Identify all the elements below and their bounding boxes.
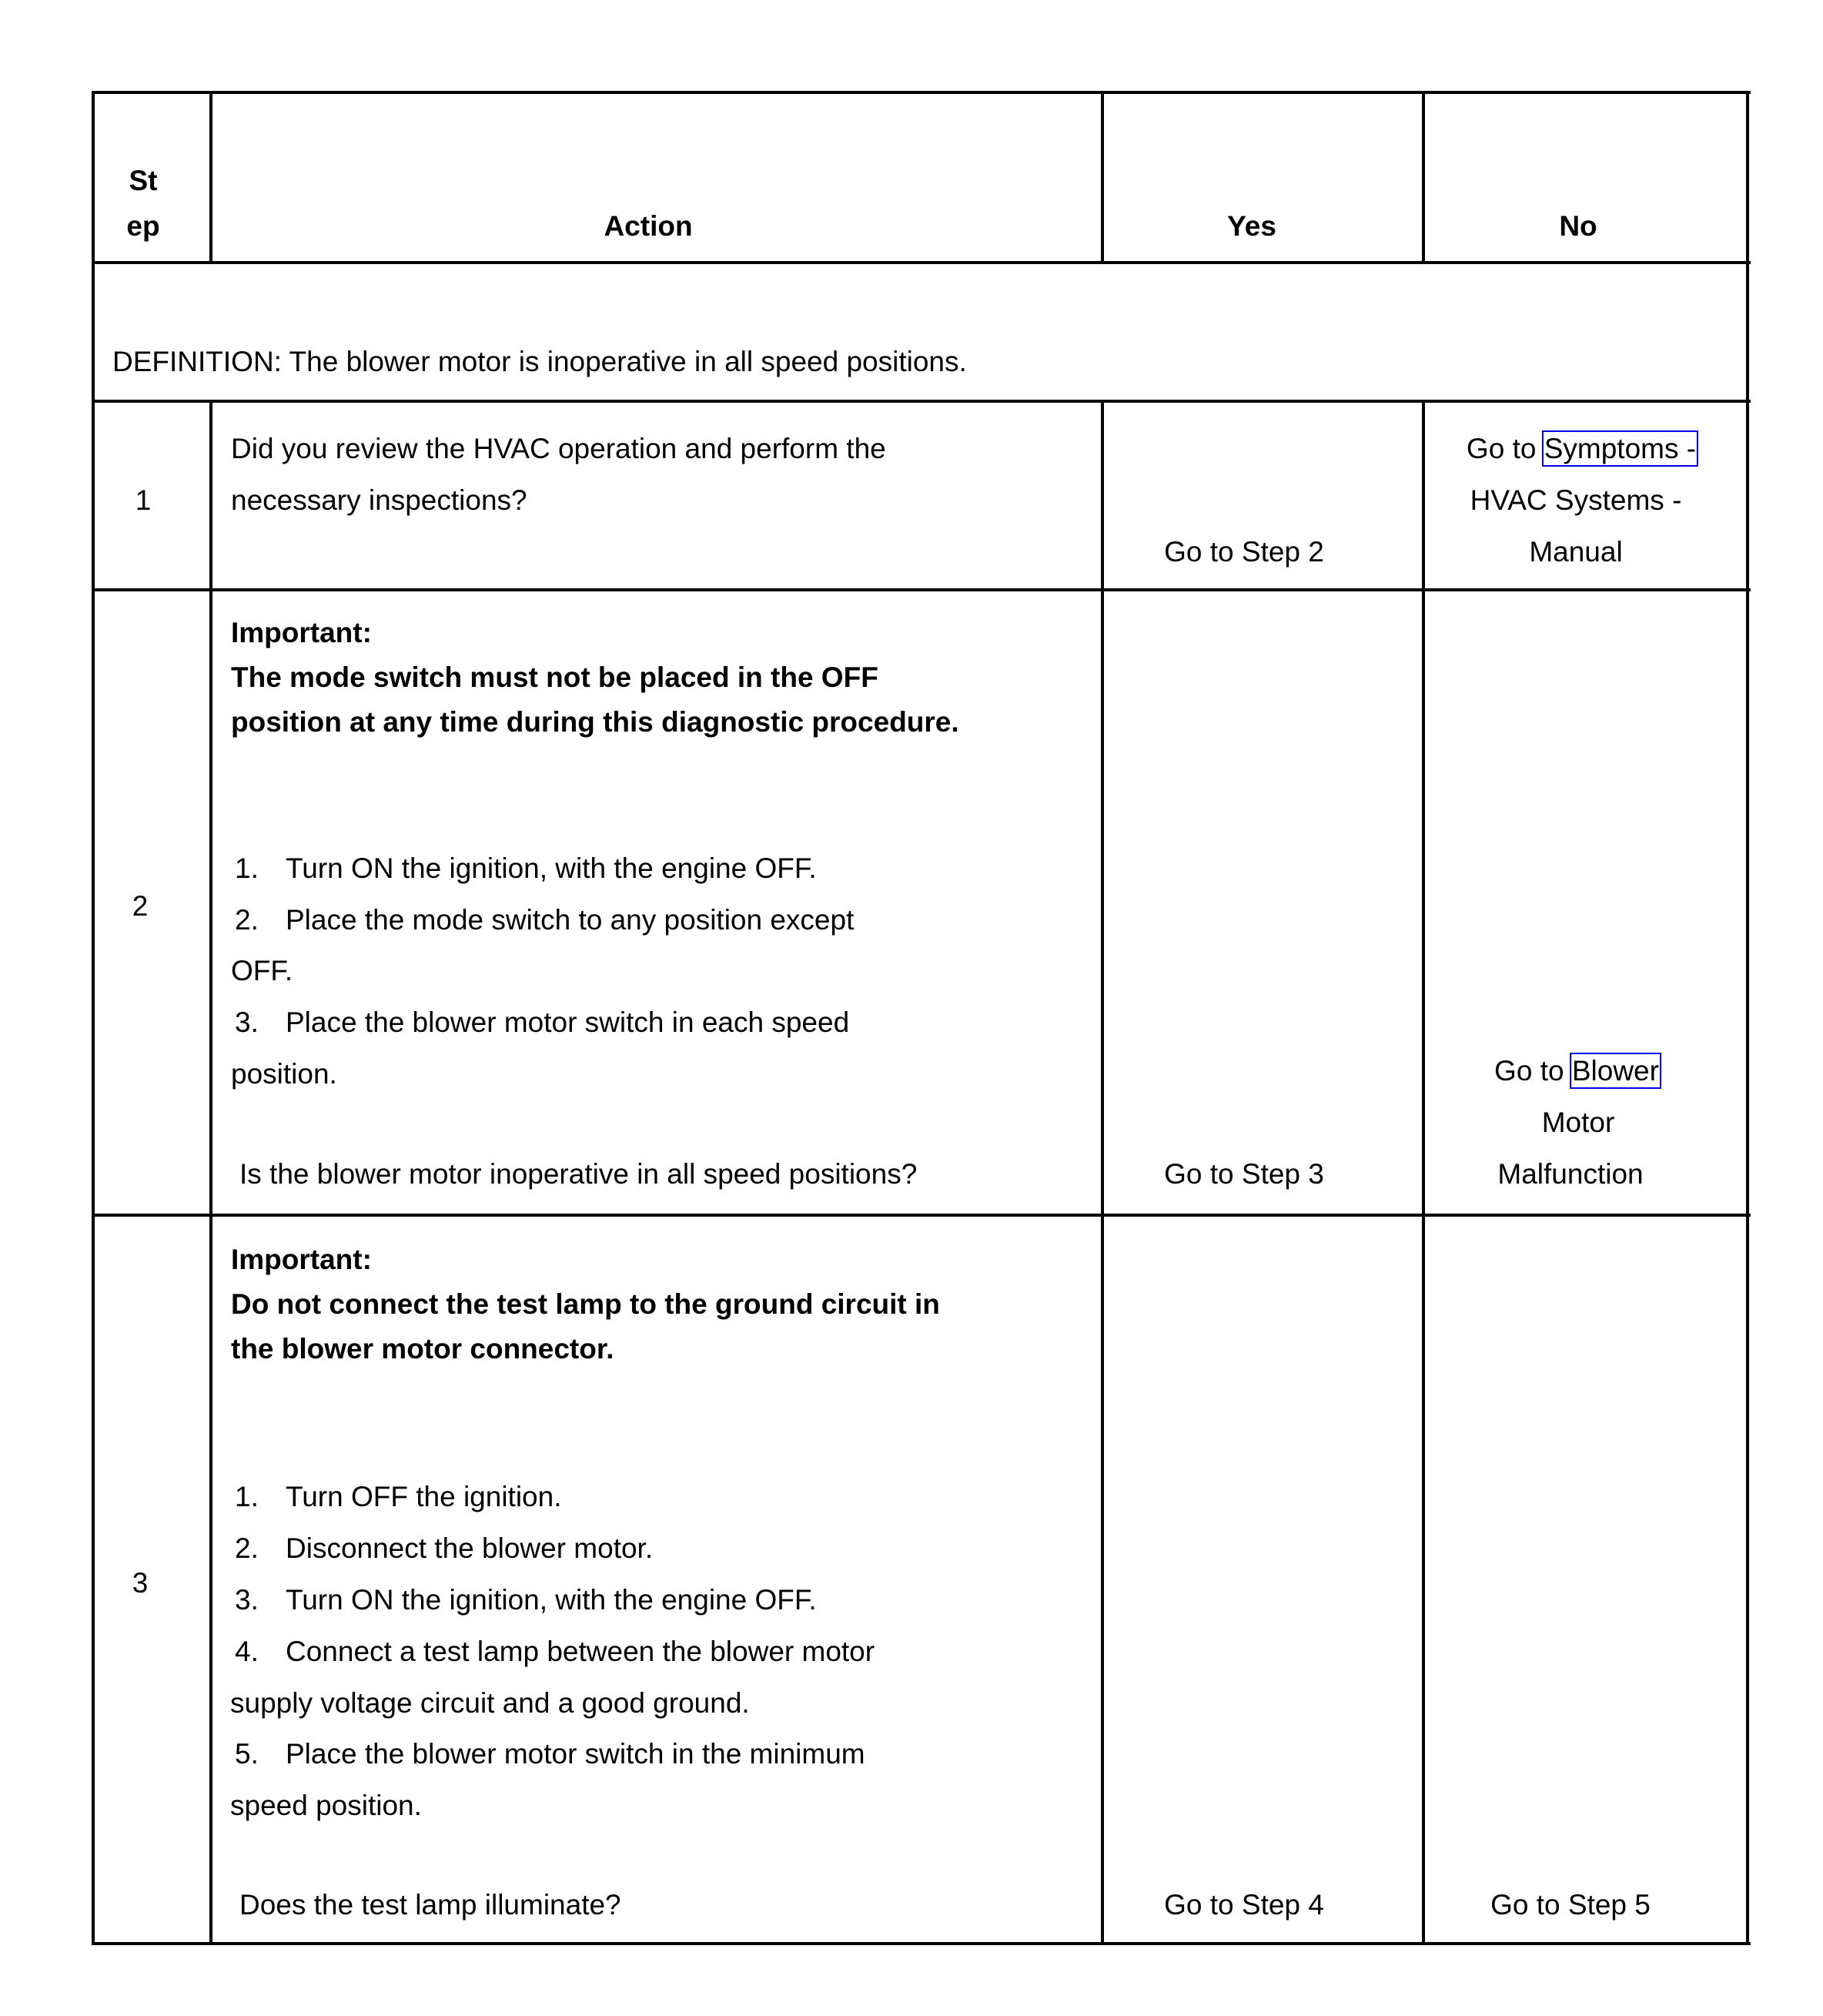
list-item-continuation: OFF. [231, 955, 293, 986]
list-item-continuation: speed position. [230, 1790, 422, 1821]
symptoms-hvac-link[interactable]: Symptoms - [1544, 433, 1697, 464]
no-action-text: Go to Step 5 [1490, 1889, 1651, 1921]
important-text-line: the blower motor connector. [231, 1333, 614, 1365]
no-prefix: Go to [1494, 1055, 1572, 1087]
action-col-divider [1101, 400, 1104, 1945]
list-item-number: 3. [235, 1006, 259, 1038]
list-item-text: Disconnect the blower motor. [286, 1532, 654, 1564]
step-col-divider [209, 400, 212, 1945]
definition-text: DEFINITION: The blower motor is inoperative in all speed positions. [112, 346, 967, 377]
list-item-text: Connect a test lamp between the blower motor [286, 1636, 875, 1667]
header-step-line2: ep [126, 210, 160, 242]
list-item-text: Turn ON the ignition, with the engine OFF. [286, 1584, 817, 1616]
list-item-number: 4. [235, 1636, 259, 1667]
list-item-text: Place the blower motor switch in the minimum [286, 1738, 865, 1770]
row2-divider [92, 1214, 1751, 1217]
no-prefix: Go to [1466, 433, 1544, 464]
list-item-text: Place the blower motor switch in each speed [286, 1006, 850, 1038]
no-action-line2: HVAC Systems - [1470, 484, 1682, 516]
list-item-number: 2. [235, 904, 259, 936]
header-divider [92, 261, 1751, 264]
action-text-line: necessary inspections? [231, 484, 527, 516]
row1-divider [92, 588, 1751, 591]
header-action: Action [604, 210, 693, 242]
action-text-line: Did you review the HVAC operation and perform the [231, 433, 886, 464]
blower-motor-malfunction-link[interactable]: Blower [1571, 1055, 1659, 1087]
yes-col-divider [1422, 400, 1425, 1945]
list-item-text: Turn ON the ignition, with the engine OFF. [286, 852, 817, 884]
header-step-line1: St [129, 165, 158, 196]
step-number: 2 [132, 890, 149, 922]
list-item-number: 3. [235, 1584, 259, 1616]
yes-action-text: Go to Step 4 [1164, 1889, 1324, 1921]
important-text-line: The mode switch must not be placed in the OFF [231, 661, 878, 693]
list-item-number: 5. [235, 1738, 259, 1770]
no-action-line1 [1467, 434, 1696, 463]
table-border-bottom [92, 1942, 1751, 1945]
question-text: Does the test lamp illuminate? [239, 1889, 621, 1921]
table-border-left [92, 91, 95, 1945]
important-label: Important: [231, 1244, 372, 1275]
step-number: 1 [135, 484, 152, 516]
list-item-text: Place the mode switch to any position except [286, 904, 855, 936]
header-yes: Yes [1227, 210, 1276, 242]
important-text-line: Do not connect the test lamp to the ground circuit in [231, 1288, 940, 1320]
definition-divider [92, 400, 1751, 403]
important-text-line: position at any time during this diagnostic procedure. [231, 706, 959, 738]
step-number: 3 [132, 1567, 149, 1599]
list-item-number: 2. [235, 1532, 259, 1564]
list-item-number: 1. [235, 852, 259, 884]
header-no: No [1559, 210, 1597, 242]
no-action-line3: Manual [1529, 536, 1623, 568]
step-col-divider-header [209, 91, 212, 264]
no-action-line2: Motor [1541, 1107, 1615, 1138]
list-item-text: Turn OFF the ignition. [286, 1481, 562, 1512]
list-item-continuation: supply voltage circuit and a good ground. [230, 1687, 750, 1719]
no-action-line3: Malfunction [1497, 1158, 1644, 1190]
yes-action-link-text: Go to Step 2 [1164, 536, 1324, 568]
list-item-continuation: position. [231, 1058, 337, 1090]
table-border-top [92, 91, 1751, 94]
action-col-divider-header [1101, 91, 1104, 264]
no-action-line1 [1494, 1057, 1659, 1085]
question-text: Is the blower motor inoperative in all speed positions? [239, 1158, 918, 1190]
list-item-number: 1. [235, 1481, 259, 1512]
yes-action-text: Go to Step 3 [1164, 1158, 1324, 1190]
table-border-right [1746, 91, 1749, 1945]
important-label: Important: [231, 617, 372, 648]
yes-col-divider-header [1422, 91, 1425, 264]
